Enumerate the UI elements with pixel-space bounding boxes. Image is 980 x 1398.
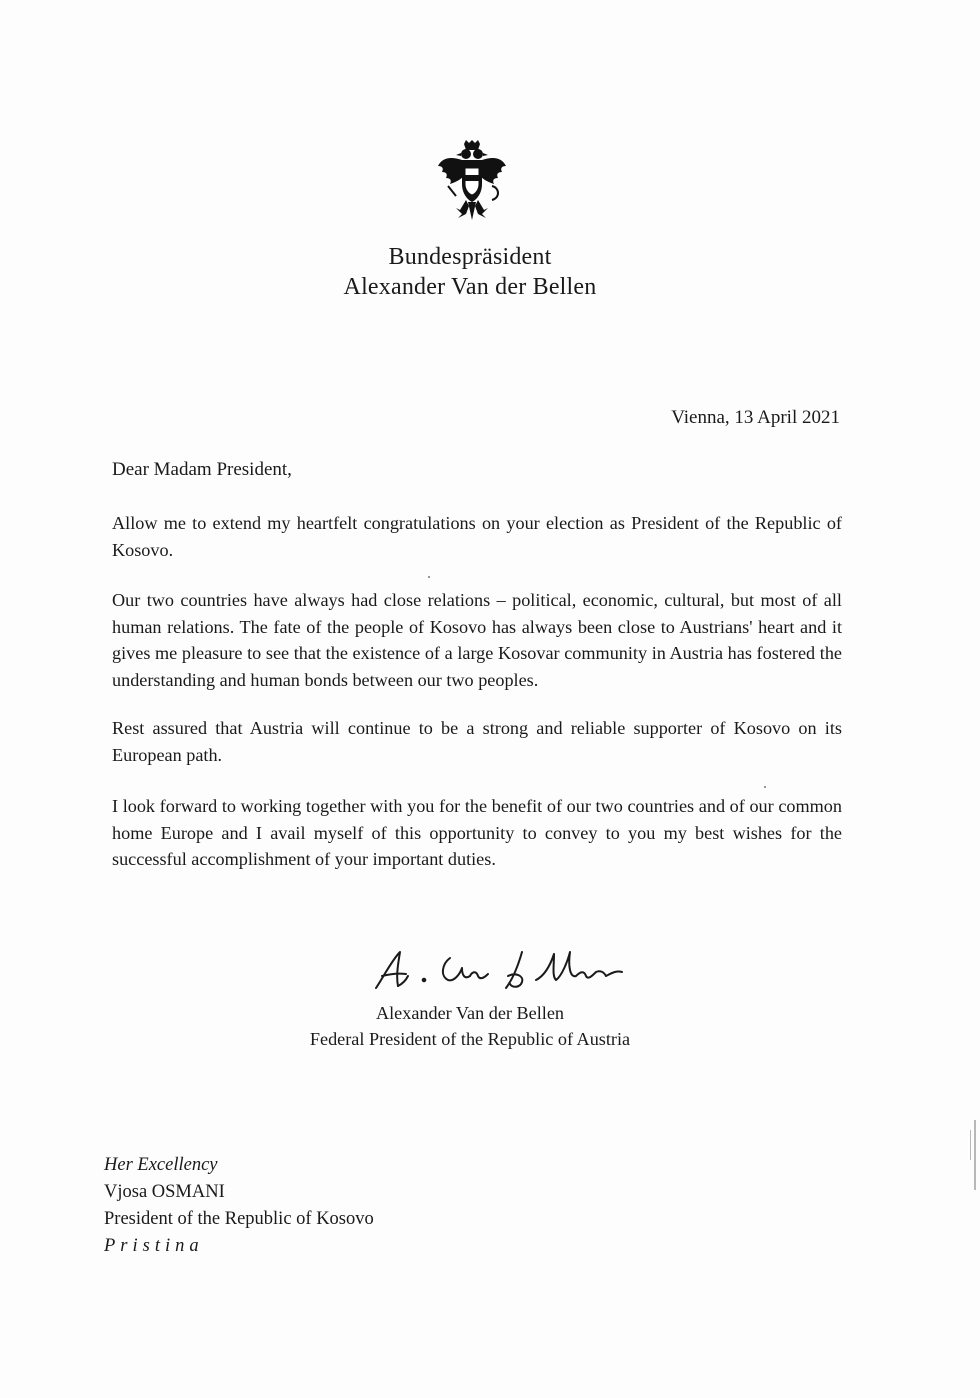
scan-speck — [764, 786, 766, 788]
addressee-city: Pristina — [104, 1236, 204, 1256]
handwritten-signature — [372, 946, 642, 996]
addressee-title: President of the Republic of Kosovo — [104, 1209, 374, 1229]
paragraph-support: Rest assured that Austria will continue to be a strong and reliable supporter of Kosovo on its European path. — [112, 718, 842, 765]
austrian-eagle-icon — [436, 140, 508, 222]
salutation: Dear Madam President, — [112, 459, 292, 480]
signer-title: Federal President of the Republic of Austria — [309, 1029, 631, 1049]
letterhead-name: Alexander Van der Bellen — [343, 274, 597, 300]
letter-date: Vienna, 13 April 2021 — [671, 407, 840, 428]
scan-edge-mark — [970, 1130, 971, 1160]
scan-speck — [428, 576, 430, 578]
letterhead-office: Bundespräsident — [388, 244, 552, 270]
paragraph-closing: I look forward to working together with you for the benefit of our two countries and of our common home Europe and I avail myself of this opportunity to convey to you my best wishes for the successful accomplishment of your important duties. — [112, 796, 842, 869]
paragraph-congratulations: Allow me to extend my heartfelt congratulations on your election as President of the Republic of Kosovo. — [112, 513, 842, 560]
addressee-name: Vjosa OSMANI — [104, 1182, 225, 1202]
scan-edge-mark — [974, 1120, 976, 1190]
addressee-honorific: Her Excellency — [104, 1155, 218, 1175]
paragraph-relations: Our two countries have always had close relations – political, economic, cultural, but most of all human relations. The fate of the people of Kosovo has always been close to Austrians' heart and it gives me pleasure to see that the existence of a large Kosovar community in Austria has fostered the understanding and human bonds between our two peoples. — [112, 590, 842, 690]
signer-name: Alexander Van der Bellen — [375, 1003, 565, 1023]
